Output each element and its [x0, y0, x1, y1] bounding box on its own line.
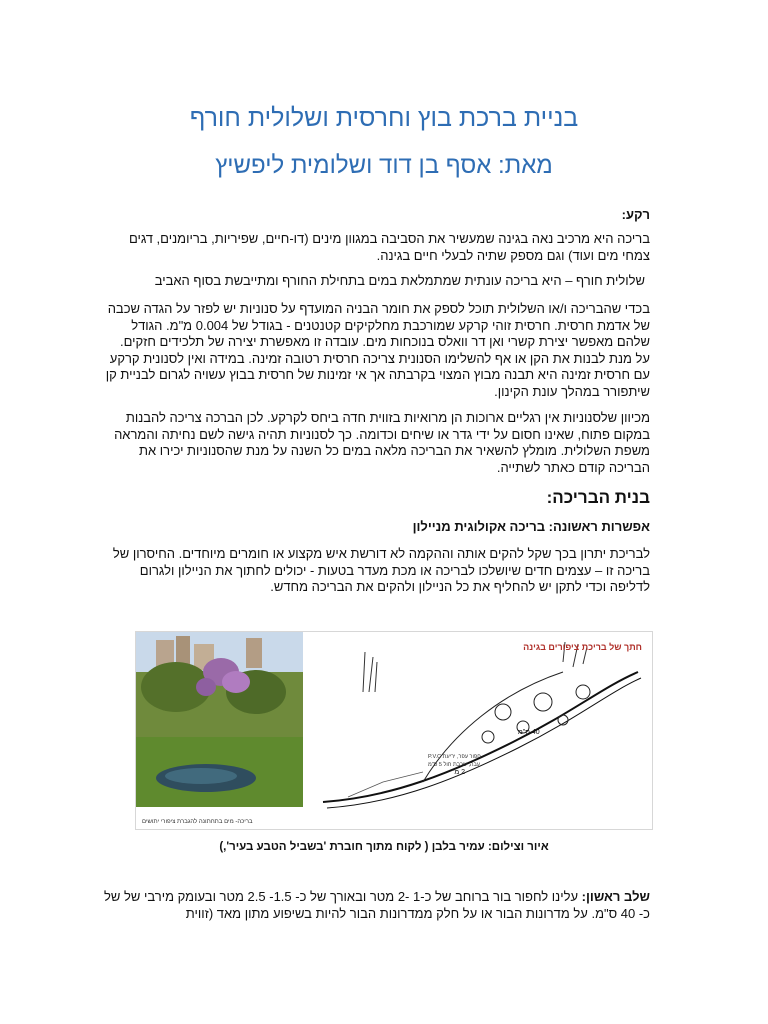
width-label: 2 מ' [453, 769, 465, 776]
paragraph-pond-intro: בריכה היא מרכיב נאה בגינה שמעשיר את הסביבה במגוון מינים (דו-חיים, שפיריות, בריומנים, דגים צמחי מים ועוד) וגם מספק שתיה לבעלי חיים בגינה. [128, 231, 650, 263]
pond-photo [136, 632, 303, 829]
pond-cross-section-sketch [303, 632, 652, 829]
step-one-label: שלב ראשון: [581, 889, 650, 904]
depth-label: 40 ס"מ [518, 729, 540, 736]
sketch-title: חתך של בריכת ציפורים בגינה [523, 642, 642, 652]
figure-caption: איור וצילום: עמיר בלבן ( לקוח מתוך חוברת 'בשביל הטבע בעיר',) [219, 841, 549, 853]
pond-photo-image [136, 632, 303, 829]
photo-caption: בריכה- מים בתחתונה להגברת ציפורי יתושים [142, 819, 253, 825]
paragraph-clay: בכדי שהבריכה ו/או השלולית תוכל לספק את חומר הבניה המועדף על סנוניות יש לפזר על הגדה שכבה של אדמת חרסית. חרסית זוהי קרקע שמורכבת מחלקיקים קטנטנים - בגודל של 0.004 מ"מ. הגודל שלהם מאפשר יצירת קשרי ואן דר וואלס בנוכחות מים. עובדה זו מאפשרת יצירה של תלכידים חזקים. על מנת לבנות את הקן או אף להשלימו הסנונית צריכה חרסית רטובה זמינה. במידה ואין לסנונית קרקע עם חרסית זמינה היא תבנה מבוץ המצוי בקרבתה אך אי זמינות של חרסית בבוץ עשויה לגרום לבניית קן שיתפורר במהלך עונת הקינון. [105, 301, 650, 399]
document-authors: מאת: אסף בן דוד ושלומית ליפשיץ [215, 152, 553, 179]
paragraph-nylon-pond: לבריכת יתרון בכך שקל להקים אותה וההקמה לא דורשת איש מקצוע או חומרים מיוחדים. החיסרון של בריכה זו – עצמים חדים שיושלכו לבריכה או מכת מעדר בטעות - יכולים לחתוך את הניילון ולגרום לדליפה וכדי לתקן יש להחליף את כל הניילון ולהקים את הבריכה מחדש. [112, 546, 650, 594]
paragraph-swallows: מכיוון שלסנוניות אין רגליים ארוכות הן מרואיות בזווית חדה ביחס לקרקע. לכן הברכה צריכה להבנות במקום פתוח, שאינו חסום על ידי גדר או שיחים וכדומה. כך לסנוניות תהיה גישה לשם נחיתה והמראה משפת השלולית. מומלץ להשאיר את הבריכה מלאה במים כל השנה על מנת שהסנוניות יכירו את הבריכה קודם כאתר לשתייה. [114, 410, 650, 475]
background-heading: רקע: [621, 207, 650, 222]
sketch-note-2: עבה, שכבת חול 5 ס"מ [428, 762, 480, 768]
document-title: בניית ברכת בוץ וחרסית ושלולית חורף [189, 104, 579, 132]
cross-section-drawing [303, 632, 652, 829]
sketch-note-1: חפור עפר, יריעת P.V.C [428, 754, 481, 760]
paragraph-step-one [102, 889, 650, 922]
paragraph-winter-pool: שלולית חורף – היא בריכה עונתית שמתמלאת במים בתחילת החורף ומתייבשת בסוף האביב [154, 273, 645, 288]
option-one-heading: אפשרות ראשונה: בריכה אקולוגית מניילון [412, 519, 650, 534]
step-one-text: עלינו לחפור בור ברוחב של כ-1 -2 מטר ובאורך של כ- 1.5- 2.5 מטר ובעומק מירבי של של כ- 40 ס"מ. על מדרונות הבור או על חלק ממדרונות הבור להיות בשיפוע מתון מאד (זווית [104, 889, 650, 921]
build-heading: בנית הבריכה: [546, 488, 650, 507]
pond-figure [135, 631, 653, 830]
